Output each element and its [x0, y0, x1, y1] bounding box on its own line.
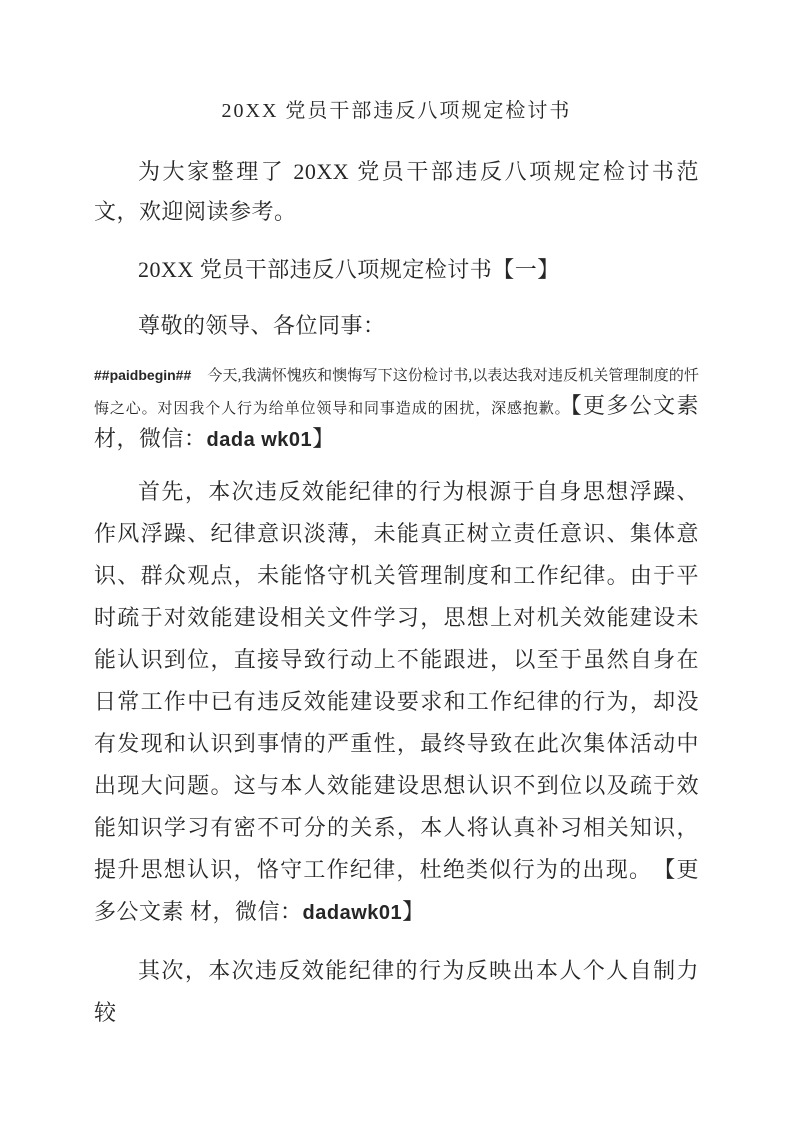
- document-title: 20XX 党员干部违反八项规定检讨书: [221, 100, 572, 122]
- section-heading: 20XX 党员干部违反八项规定检讨书【一】: [138, 257, 560, 282]
- wechat-id-2: dadawk01: [302, 902, 403, 924]
- paid-paragraph-text: 今天,我满怀愧疚和懊悔写下这份检讨书,以表达我对违反机关管理制度的忏悔之心。对因我个人行为给单位领导和同事造成的困扰，深感抱歉。: [94, 368, 699, 417]
- paid-begin-paragraph: [94, 360, 699, 457]
- body-paragraph-first: [94, 471, 699, 934]
- promo-prefix: 【更多公文素材，微信：: [94, 393, 699, 451]
- wechat-id: dada wk01: [206, 429, 313, 451]
- paid-begin-marker: ##paidbegin##: [94, 367, 192, 383]
- promo-suffix-2: 】: [402, 899, 425, 924]
- promo-prefix-2: 【更多公文素 材，微信：: [94, 857, 699, 924]
- intro-paragraph: 为大家整理了 20XX 党员干部违反八项规定检讨书范文，欢迎阅读参考。: [94, 159, 699, 224]
- promo-suffix: 】: [312, 426, 335, 451]
- body-paragraph-first-text: 首先，本次违反效能纪律的行为根源于自身思想浮躁、作风浮躁、纪律意识淡薄，未能真正树立责任意识、集体意识、群众观点，未能恪守机关管理制度和工作纪律。由于平时疏于对效能建设相关文件学习，思想上对机关效能建设未能认识到位，直接导致行动上不能跟进，以至于虽然自身在日常工作中已有违反效能建设要求和工作纪律的行为，却没有发现和认识到事情的严重性，最终导致在此次集体活动中出现大问题。这与本人效能建设思想认识不到位以及疏于效能知识学习有密不可分的关系，本人将认真补习相关知识，提升思想认识，恪守工作纪律，杜绝类似行为的出现。: [94, 479, 699, 882]
- body-paragraph-second: 其次，本次违反效能纪律的行为反映出本人个人自制力较: [94, 958, 699, 1025]
- salutation-line: 尊敬的领导、各位同事：: [138, 313, 386, 338]
